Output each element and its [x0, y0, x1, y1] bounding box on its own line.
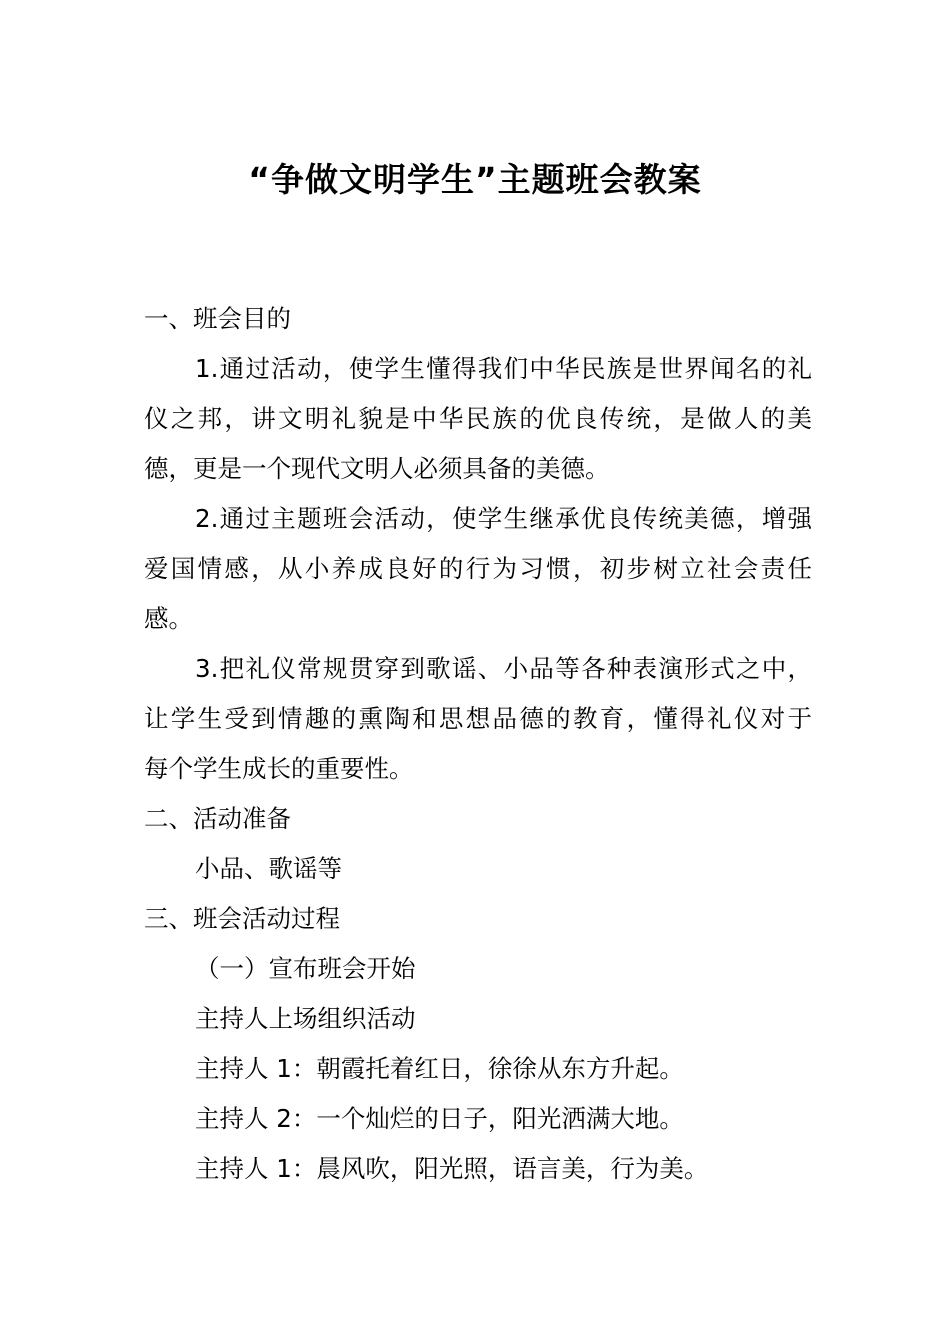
- paragraph-line: 感。: [144, 604, 193, 633]
- document-body: [144, 294, 812, 1194]
- paragraph-line: 让学生受到情趣的熏陶和思想品德的教育，懂得礼仪对于: [144, 704, 812, 733]
- paragraph-line: 每个学生成长的重要性。: [144, 754, 414, 783]
- subsection-heading: （一）宣布班会开始: [195, 954, 416, 983]
- paragraph-line: 1.通过活动，使学生懂得我们中华民族是世界闻名的礼: [195, 354, 812, 383]
- section-heading-purpose: 一、班会目的: [144, 304, 291, 333]
- paragraph-line: 2.通过主题班会活动，使学生继承优良传统美德，增强: [195, 504, 812, 533]
- paragraph-line: 仪之邦，讲文明礼貌是中华民族的优良传统，是做人的美: [144, 404, 812, 433]
- section-heading-preparation: 二、活动准备: [144, 804, 291, 833]
- dialogue-line: 主持人 1：朝霞托着红日，徐徐从东方升起。: [195, 1054, 684, 1083]
- paragraph-line: 小品、歌谣等: [195, 854, 342, 883]
- dialogue-line: 主持人 2：一个灿烂的日子，阳光洒满大地。: [195, 1104, 684, 1133]
- paragraph-line: 德，更是一个现代文明人必须具备的美德。: [144, 454, 610, 483]
- paragraph-line: 爱国情感，从小养成良好的行为习惯，初步树立社会责任: [144, 554, 812, 583]
- section-heading-process: 三、班会活动过程: [144, 904, 340, 933]
- document-title: “争做文明学生”主题班会教案: [248, 160, 702, 199]
- paragraph-line: 主持人上场组织活动: [195, 1004, 416, 1033]
- paragraph-line: 3.把礼仪常规贯穿到歌谣、小品等各种表演形式之中，: [195, 654, 812, 683]
- dialogue-line: 主持人 1：晨风吹，阳光照，语言美，行为美。: [195, 1154, 709, 1183]
